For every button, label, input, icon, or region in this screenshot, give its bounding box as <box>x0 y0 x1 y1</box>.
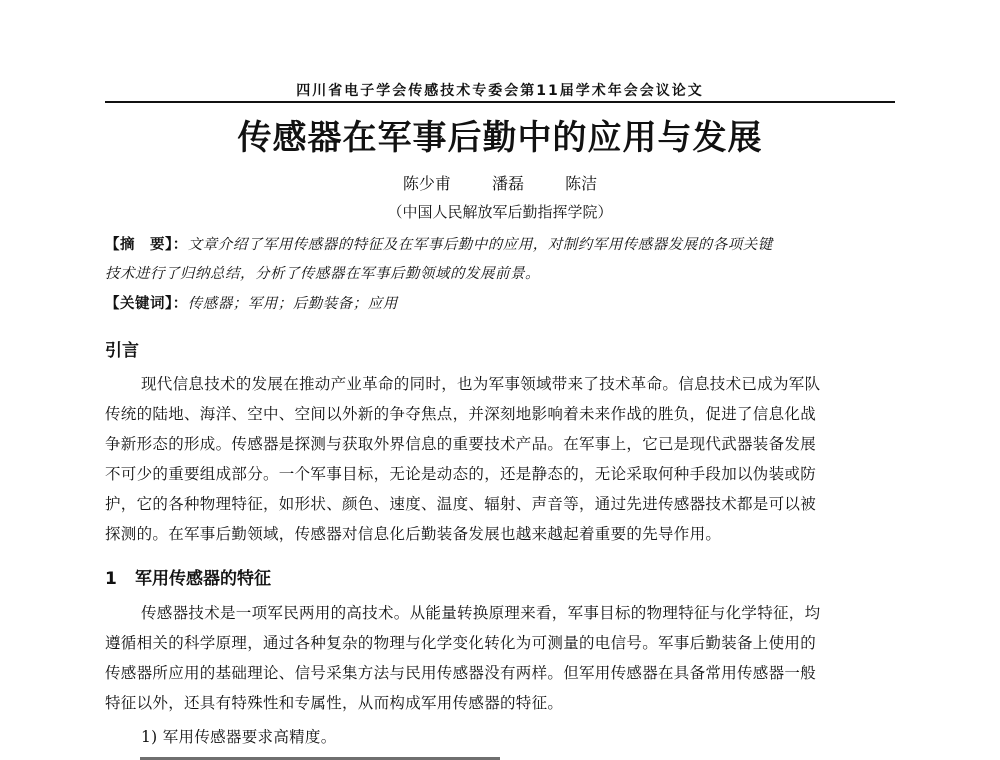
abstract-line <box>105 233 895 254</box>
section-1-line: 遵循相关的科学原理，通过各种复杂的物理与化学变化转化为可测量的电信号。军事后勤装备上使用的 <box>105 634 817 652</box>
section-1-heading <box>105 564 271 589</box>
affiliation: （中国人民解放军后勤指挥学院） <box>387 203 613 221</box>
section-title: 军用传感器的特征 <box>135 569 271 589</box>
intro-line: 不可少的重要组成部分。一个军事目标，无论是动态的，还是静态的，无论采取何种手段加以伪装或防 <box>105 465 817 483</box>
section-1-line: 传感器所应用的基础理论、信号采集方法与民用传感器没有两样。但军用传感器在具备常用传感器一般 <box>105 664 817 682</box>
abstract-line: 技术进行了归纳总结，分析了传感器在军事后勤领域的发展前景。 <box>105 266 540 282</box>
intro-line: 争新形态的形成。传感器是探测与获取外界信息的重要技术产品。在军事上，它已是现代武器装备发展 <box>105 435 817 453</box>
section-number: 1 <box>105 569 117 589</box>
intro-heading: 引言 <box>105 341 139 361</box>
abstract-label: 【摘 要】： <box>105 237 188 253</box>
intro-line: 传统的陆地、海洋、空中、空间以外新的争夺焦点，并深刻地影响着未来作战的胜负，促进了信息化战 <box>105 405 817 423</box>
abstract-text: 文章介绍了军用传感器的特征及在军事后勤中的应用，对制约军用传感器发展的各项关键 <box>187 237 773 253</box>
running-head: 四川省电子学会传感技术专委会第11届学术年会会议论文 <box>296 83 704 99</box>
author-name: 潘磊 <box>491 174 524 193</box>
keywords-label: 【关键词】： <box>105 296 188 312</box>
section-1-line: 传感器技术是一项军民两用的高技术。从能量转换原理来看，军事目标的物理特征与化学特征，均 <box>141 604 821 622</box>
header-rule <box>105 101 895 103</box>
author-name: 陈洁 <box>565 174 598 193</box>
paper-title: 传感器在军事后勤中的应用与发展 <box>237 118 763 158</box>
section-1-line: 特征以外，还具有特殊性和专属性，从而构成军用传感器的特征。 <box>105 694 564 712</box>
intro-line: 探测的。在军事后勤领域，传感器对信息化后勤装备发展也越来越起着重要的先导作用。 <box>105 525 722 543</box>
author-name: 陈少甫 <box>402 174 451 193</box>
list-item: 1) 军用传感器要求高精度。 <box>141 728 337 746</box>
intro-line: 护，它的各种物理特征，如形状、颜色、速度、温度、辐射、声音等，通过先进传感器技术都是可以被 <box>105 495 817 513</box>
keywords-text: 传感器；军用；后勤装备；应用 <box>187 296 398 312</box>
keywords-line <box>105 292 895 313</box>
truncated-next-line <box>140 752 500 760</box>
author-list <box>105 171 895 194</box>
intro-line: 现代信息技术的发展在推动产业革命的同时，也为军事领域带来了技术革命。信息技术已成为军队 <box>141 375 821 393</box>
